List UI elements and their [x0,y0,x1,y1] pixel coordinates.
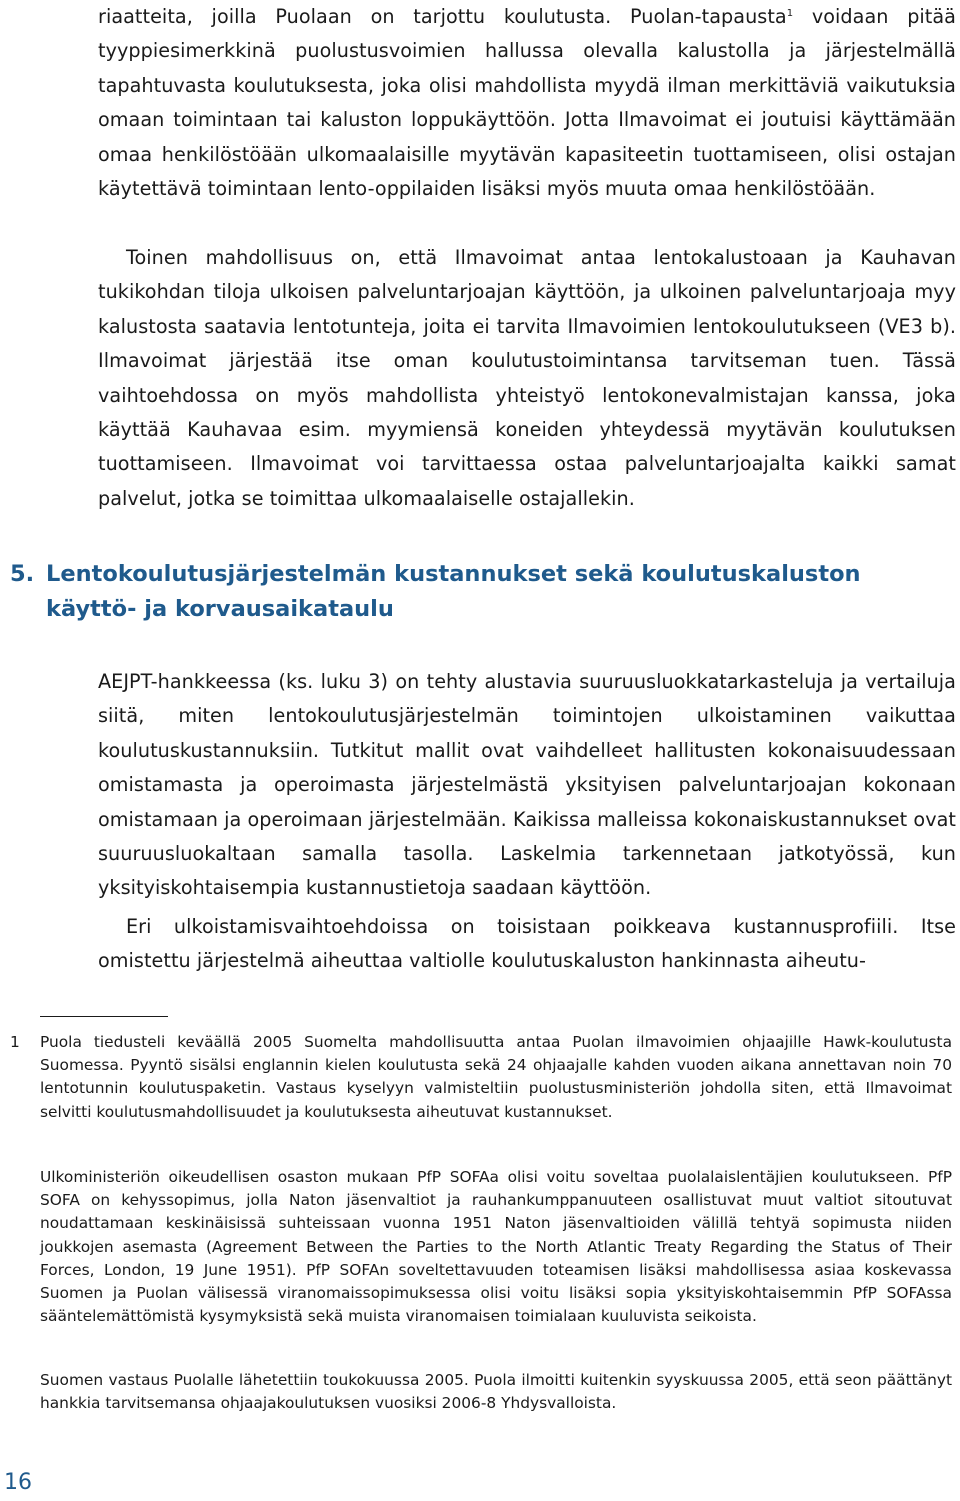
section-title-line2: käyttö- ja korvausaikataulu [46,596,394,622]
section-number: 5. [10,561,35,587]
paragraph-text: riaatteita, joilla Puolaan on tarjottu koulutusta. Puolan-tapausta [98,5,787,28]
paragraph-alternative-ve3b: Toinen mahdollisuus on, että Ilmavoimat antaa lentokalustoaan ja Kauhavan tukikohdan tiloja ulkoisen palveluntarjoajan käyttöön, ja ulkoinen palveluntarjoaja myy kalustosta saatavia lentotunteja, joita ei tarvita Ilmavoimien lentokoulutukseen (VE3 b). Ilmavoimat järjestää itse oman koulutustoimintansa tarvitseman tuen. Tässä vaihtoehdossa on myös mahdollista yhteistyö lentokonevalmistajan kanssa, joka käyttää Kauhavaa esim. myymiensä koneiden yhteydessä myytävän koulutuksen tuottamiseen. Ilmavoimat voi tarvittaessa ostaa palveluntarjoajalta kaikki samat palvelut, jotka se toimittaa ulkomaalaiselle ostajallekin. [98,246,956,510]
paragraph-aejpt: AEJPT-hankkeessa (ks. luku 3) on tehty alustavia suuruusluokkatarkasteluja ja vertailuja siitä, miten lentokoulutusjärjestelmän toimintojen ulkoistaminen vaikuttaa koulutuskustannuksiin. Tutkitut mallit ovat vaihdelleet hallitusten kokonaisuudessaan omistamasta ja operoimasta järjestelmästä yksityisen palveluntarjoajan kokonaan omistamaan ja operoimaan järjestelmään. Kaikissa malleissa kokonaiskustannukset ovat suuruusluokaltaan samalla tasolla. Laskelmia tarkennetaan jatkotyössä, kun yksityiskohtaisempia kustannustietoja saadaan käyttöön. [98,670,956,900]
section-heading [10,557,950,627]
paragraph-continued [98,0,956,206]
footnote-number: 1 [10,1033,20,1051]
page-number: 16 [4,1470,32,1495]
section-title-line1: Lentokoulutusjärjestelmän kustannukset sekä koulutuskaluston [46,561,861,587]
footnote-separator [40,1016,168,1017]
footnote-paragraph-3: Suomen vastaus Puolalle lähetettiin toukokuussa 2005. Puola ilmoitti kuitenkin syyskuussa 2005, että seon päättänyt hankkia tarvitsemansa ohjaajakoulutuksen vuosiksi 2006-8 Yhdysvalloista. [40,1371,952,1413]
paragraph-text: voidaan pitää tyyppiesimerkkinä puolustusvoimien hallussa olevalla kalustolla ja järjestelmällä tapahtuvasta koulutuksesta, joka olisi mahdollista myydä ilman merkittäviä vaikutuksia omaan toimintaan tai kaluston loppukäyttöön. Jotta Ilmavoimat ei joutuisi käyttämään omaa henkilöstöään ulkomaalaisille myytävän kapasiteetin tuottamiseen, olisi ostajan käytettävä toimintaan lento-oppilaiden lisäksi myös muuta omaa henkilöstöään. [98,5,956,201]
footnote-paragraph-1: Puola tiedusteli keväällä 2005 Suomelta mahdollisuutta antaa Puolan ilmavoimien ohjaajille Hawk-koulutusta Suomessa. Pyyntö sisälsi englannin kielen koulutusta sekä 24 ohjaajalle kahden vuoden aikana annettavan noin 70 lentotunnin koulutuspaketin. Vastaus kyselyyn valmisteltiin puolustusministeriön johdolla siten, että Ilmavoimat selvitti koulutusmahdollisuudet ja koulutuksesta aiheutuvat kustannukset. [40,1033,952,1121]
footnote-ref[interactable]: 1 [786,8,794,19]
footnote-paragraph-2: Ulkoministeriön oikeudellisen osaston mukaan PfP SOFAa olisi voitu soveltaa puolalaislentäjien koulutukseen. PfP SOFA on kehyssopimus, jolla Naton jäsenvaltiot ja rauhankumppanuuteen osallistuvat muut valtiot sitoutuvat noudattamaan keskinäisissä suhteissaan vuonna 1951 Naton jäsenvaltioiden välillä tehtyä sopimusta niiden joukkojen asemasta (Agreement Between the Parties to the North Atlantic Treaty Regarding the Status of Their Forces, London, 19 June 1951). PfP SOFAn soveltettavuuden toteamisen lisäksi mahdollisessa asiaa koskevassa Suomen ja Puolan välisessä viranomaissopimuksessa olisi voitu lisäksi sopia yksityiskohtaisemmin PfP SOFAssa sääntelemättömistä kysymyksistä sekä muista viranomaisen toimialaan kuuluvista seikoista. [40,1168,952,1326]
paragraph-cost-profile: Eri ulkoistamisvaihtoehdoissa on toisistaan poikkeava kustannusprofiili. Itse omistettu järjestelmä aiheuttaa valtiolle koulutuskaluston hankinnasta aiheutu- [98,915,956,973]
